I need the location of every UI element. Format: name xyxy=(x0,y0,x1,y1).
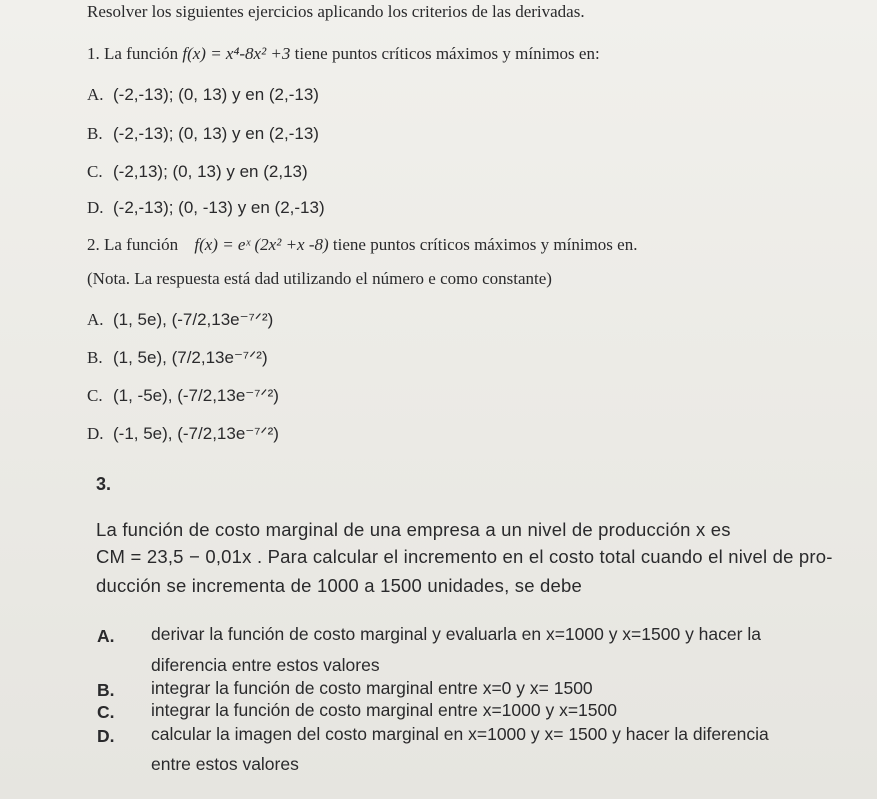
q3-option-a-letter: A. xyxy=(97,626,115,646)
option-text: (-2,-13); (0, 13) y en (2,-13) xyxy=(113,124,319,143)
option-text: (-2,-13); (0, 13) y en (2,-13) xyxy=(113,85,319,104)
question-2-function: f(x) = eˣ (2x² +x -8) xyxy=(194,235,329,254)
q1-option-c xyxy=(87,162,308,182)
question-2-text-after: tiene puntos críticos máximos y mínimos en. xyxy=(332,235,638,254)
option-text: (1, -5e), (-7/2,13e⁻⁷ᐟ²) xyxy=(113,386,279,405)
question-3-line-1: La función de costo marginal de una empresa a un nivel de producción x es xyxy=(96,519,731,540)
q2-option-b xyxy=(87,348,268,368)
option-letter: A. xyxy=(87,310,104,329)
q2-option-d xyxy=(87,424,279,444)
option-text: (-2,-13); (0, -13) y en (2,-13) xyxy=(113,198,325,217)
q3-option-a-line-1: derivar la función de costo marginal y evaluarla en x=1000 y x=1500 y hacer la xyxy=(151,624,761,644)
option-text: (1, 5e), (7/2,13e⁻⁷ᐟ²) xyxy=(113,348,268,367)
question-2-number: 2. xyxy=(87,235,100,254)
option-text: (-1, 5e), (-7/2,13e⁻⁷ᐟ²) xyxy=(113,424,279,443)
option-letter: C. xyxy=(87,386,103,405)
q3-option-b-letter: B. xyxy=(97,680,115,700)
option-letter: B. xyxy=(87,348,103,367)
q3-option-d-letter: D. xyxy=(97,726,115,746)
question-3-line-3: ducción se incrementa de 1000 a 1500 unidades, se debe xyxy=(96,575,582,596)
q3-option-b-line-1: integrar la función de costo marginal entre x=0 y x= 1500 xyxy=(151,678,593,698)
question-1-function: f(x) = x⁴-8x² +3 xyxy=(182,44,291,63)
question-1-text-after: tiene puntos críticos máximos y mínimos en: xyxy=(294,44,600,63)
question-1-text-before: La función xyxy=(104,44,179,63)
option-letter: D. xyxy=(87,198,104,217)
option-letter: B. xyxy=(87,124,103,143)
question-1-stem xyxy=(87,44,600,64)
question-2-stem xyxy=(87,235,637,255)
question-2-text-before: La función xyxy=(104,235,179,254)
instruction-heading: Resolver los siguientes ejercicios aplicando los criterios de las derivadas. xyxy=(87,2,585,21)
option-text: (-2,13); (0, 13) y en (2,13) xyxy=(113,162,308,181)
q1-option-b xyxy=(87,124,319,144)
q3-option-d-line-2: entre estos valores xyxy=(151,754,299,774)
option-text: (1, 5e), (-7/2,13e⁻⁷ᐟ²) xyxy=(113,310,274,329)
q3-option-d-line-1: calcular la imagen del costo marginal en x=1000 y x= 1500 y hacer la diferencia xyxy=(151,724,769,744)
q3-option-c-letter: C. xyxy=(97,702,115,722)
question-1-number: 1. xyxy=(87,44,100,63)
option-letter: C. xyxy=(87,162,103,181)
q2-option-c xyxy=(87,386,279,406)
q3-option-a-line-2: diferencia entre estos valores xyxy=(151,655,380,675)
option-letter: A. xyxy=(87,85,104,104)
question-3-number: 3. xyxy=(96,474,112,494)
q3-option-c-line-1: integrar la función de costo marginal entre x=1000 y x=1500 xyxy=(151,700,617,720)
q1-option-a xyxy=(87,85,319,105)
option-letter: D. xyxy=(87,424,104,443)
q2-option-a xyxy=(87,310,273,330)
question-3-line-2: CM = 23,5 − 0,01x . Para calcular el incremento en el costo total cuando el nivel de pro- xyxy=(96,546,833,567)
question-2-note: (Nota. La respuesta está dad utilizando el número e como constante) xyxy=(87,269,552,288)
q1-option-d xyxy=(87,198,325,218)
